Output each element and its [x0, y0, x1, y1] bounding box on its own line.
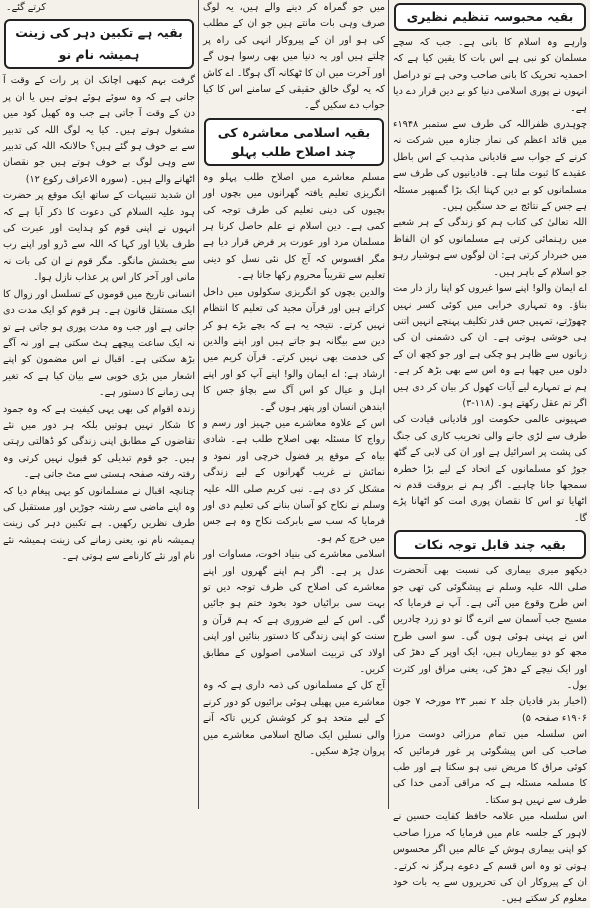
article-paragraph: وارہے وہ اسلام کا بانی ہے۔ جب کہ سچے مسلمان کو نبی ہے اس بات کا یقین کیا ہے کہ احمدیہ تحریک کا بانی صاحب وحی ہے تو دراصل انہوں نے پوری اسلامی دنیا کو بے دین قرار دے دیا ہے۔: [393, 37, 587, 114]
article-paragraph: دیکھو میری بیماری کی نسبت بھی آنحضرت صلی اللہ علیہ وسلم نے پیشگوئی کی تھی جو اس طرح وقوع میں آئی ہے۔ آپ نے فرمایا کہ مسیح جب آسمان سے اترے گا تو دو زرد چادریں اس نے پہنی ہوئی ہوں گی۔ سو اسی طرح مجھ کو دو بیماریاں ہیں، ایک اوپر کے دھڑ کی اور ایک نیچے کے دھڑ کی، یعنی مراق اور کثرت بول۔: [393, 565, 587, 692]
section-heading: بقیہ چند قابل توجہ نکات: [394, 530, 586, 559]
article-paragraph: والدین بچوں کو انگریزی سکولوں میں داخل کراتے ہیں اور قرآن مجید کی تعلیم کا انتظام نہیں کرتے۔ نتیجہ یہ ہے کہ بچے بڑے ہو کر دین سے بیگانہ ہو جاتے ہیں اور اپنے والدین کی خدمت بھی نہیں کرتے۔ قرآن کریم میں ارشاد ہے: اے ایمان والو! اپنے آپ کو اور اپنے اہل و عیال کو اس آگ سے بچاؤ جس کا ایندھن انسان اور پتھر ہوں گے۔: [203, 286, 385, 413]
article-paragraph: زندہ اقوام کی بھی یہی کیفیت ہے کہ وہ جمود کا شکار نہیں ہوتیں بلکہ ہر دور میں نئے تقاضوں کے مطابق اپنی زندگی کو ڈھالتی رہتی ہیں۔ جو قوم تبدیلی کو قبول نہیں کرتی وہ رفتہ رفتہ صفحہ ہستی سے مٹ جاتی ہے۔: [3, 403, 195, 481]
column-divider: [388, 0, 389, 809]
article-paragraph: اس سلسلہ میں تمام مرزائی دوست مرزا صاحب کی اس پیشگوئی پر غور فرمائیں کہ کوئی مراق کا مریض نبی ہو سکتا ہے اور طب کا مسلمہ مسئلہ ہے کہ مراقی آدمی خدا کی طرف سے نہیں ہو سکتا۔: [393, 729, 587, 806]
article-continuation: کرتے گئے۔: [6, 2, 46, 13]
article-paragraph: ان شدید تنبیہات کے ساتھ ایک موقع پر حضرت ہود علیہ السلام کی دعوت کا ذکر آیا ہے کہ انہوں نے اپنی قوم کو ہدایت اور عبرت کی طرف بلایا اور کہا کہ اللہ سے ڈرو اور اپنے رب سے بخشش مانگو۔ مگر قوم نے ان کی بات نہ مانی اور آخر کار اس پر عذاب نازل ہوا۔: [3, 190, 195, 284]
article-continuation: میں جو گمراہ کر دینے والے ہیں، یہ لوگ صرف وہی بات مانتے ہیں جو ان کے مطلب کی ہو اور ان کے پیروکار انہی کی راہ پر چلتے ہیں اور یہ دنیا میں بھی رسوا ہوں گے اور آخرت میں ان کا ٹھکانہ آگ ہوگا۔ اے کاش کہ یہ لوگ خالق حقیقی کے سامنے اس کا کیا جواب دے سکیں گے۔: [203, 2, 385, 112]
article-paragraph: چنانچہ اقبال نے مسلمانوں کو یہی پیغام دیا کہ وہ اپنے ماضی سے رشتہ جوڑیں اور مستقبل کی طرف نظریں رکھیں۔ ہے تکبین دہر کی زینت ہمیشہ نام نو، یعنی زمانے کی زینت ہمیشہ نئے نام اور نئے کارنامے سے ہوتی ہے۔: [3, 485, 195, 563]
article-paragraph: آج کل کے مسلمانوں کی ذمہ داری ہے کہ وہ معاشرے میں پھیلی ہوئی برائیوں کو دور کرنے کے لیے متحد ہو کر کوشش کریں تاکہ آنے والی نسلیں ایک صالح اسلامی معاشرے میں پروان چڑھ سکیں۔: [203, 680, 385, 758]
article-paragraph: اس سلسلہ میں علامہ حافظ کفایت حسین نے لاہور کے جلسہ عام میں فرمایا کہ مرزا صاحب کو اپنی بیماری ہوش کے عالم میں اگر محسوس ہوتی تو وہ اس قسم کے دعوے ہرگز نہ کرتے۔ ان کے پیروکار ان کی تحریروں سے یہ بات خود معلوم کر سکتے ہیں۔: [393, 811, 587, 905]
article-paragraph: مسلم معاشرے میں اصلاح طلب پہلو وہ انگریزی تعلیم یافتہ گھرانوں میں بچوں اور بچیوں کی دینی تعلیم کی طرف توجہ کی کمی ہے۔ دین اسلام نے علم حاصل کرنا ہر مسلمان مرد اور عورت پر فرض قرار دیا ہے مگر افسوس کہ آج کل نئی نسل کو دینی تعلیم سے تقریباً محروم رکھا جاتا ہے۔: [203, 171, 385, 282]
section-heading: بقیہ محبوسہ تنظیم نظیری: [394, 3, 586, 31]
article-paragraph: اسلامی معاشرے کی بنیاد اخوت، مساوات اور عدل پر ہے۔ اگر ہم اپنے گھروں اور اپنے معاشرے کی اصلاح کی طرف توجہ دیں تو بہت سی برائیاں خود بخود ختم ہو جائیں گی۔ اس کے لیے ضروری ہے کہ ہم قرآن و سنت کو اپنی زندگی کا دستور بنائیں اور اپنی اولاد کی تربیت اسلامی اصولوں کے مطابق کریں۔: [203, 549, 385, 676]
left-column: [0, 0, 198, 809]
citation: (اخبار بدر قادیان جلد ۲ نمبر ۲۳ مورخہ ۷ جون ۱۹۰۶ء صفحہ ۵): [393, 696, 588, 724]
right-column: [390, 0, 590, 905]
quran-quote: اے ایمان والو! اپنے سوا غیروں کو اپنا راز دار مت بناؤ۔ وہ تمہاری خرابی میں کوئی کسر نہیں چھوڑتے، تمہیں جس قدر تکلیف پہنچے انہیں اتنی ہی خوشی ہوتی ہے۔ ان کی دشمنی ان کی زبانوں سے ظاہر ہو چکی ہے اور جو کچھ ان کے دلوں میں چھپا ہے وہ اس سے بھی بڑھ کر ہے۔ ہم نے تمہارے لیے آیات کھول کر بیان کر دی ہیں اگر تم عقل رکھتے ہو۔ (۱۱۸-۳): [393, 283, 587, 409]
column-divider: [198, 0, 199, 809]
article-paragraph: صہیونی عالمی حکومت اور قادیانی قیادت کی طرف سے لڑی جانے والی تخریب کاری کی جنگ کی پشت پر اسرائیل ہے اور ان کی لابی کے گٹھ جوڑ کو مسلمانوں کے اتحاد کے لیے بڑا خطرہ سمجھا جانا چاہیے۔ اگر ہم نے بروقت قدم نہ اٹھایا تو اس کا نقصان پوری امت کو اٹھانا پڑے گا۔: [393, 414, 587, 524]
middle-column: [200, 0, 388, 809]
article-paragraph: اللہ تعالیٰ کی کتاب ہم کو زندگی کے ہر شعبے میں رہنمائی کرتی ہے مسلمانوں کو ان الفاظ میں خبردار کرتی ہے: ان لوگوں سے ہوشیار رہو جو اسلام کے باہر ہیں۔: [393, 217, 587, 278]
section-heading: بقیہ اسلامی معاشرہ کی چند اصلاح طلب پہلو: [204, 118, 384, 166]
article-paragraph: اس کے علاوہ معاشرے میں جہیز اور رسم و رواج کا مسئلہ بھی اصلاح طلب ہے۔ شادی بیاہ کے موقع پر فضول خرچی اور نمود و نمائش نے غریب گھرانوں کے لیے زندگی مشکل کر دی ہے۔ نبی کریم صلی اللہ علیہ وسلم نے نکاح کو آسان بنانے کی تعلیم دی اور فرمایا کہ سب سے بابرکت نکاح وہ ہے جس میں خرچ کم ہو۔: [203, 417, 385, 544]
article-paragraph: انسانی تاریخ میں قوموں کے تسلسل اور زوال کا ایک مستقل قانون ہے۔ ہر قوم کو ایک مدت دی جاتی ہے اور جب وہ مدت پوری ہو جاتی ہے تو نہ ایک ساعت پیچھے ہٹ سکتی ہے اور نہ آگے بڑھ سکتی ہے۔ اقبال نے اس مضمون کو اپنے اشعار میں بڑی خوبی سے بیان کیا ہے کہ تغیر ہی زمانے کا دستور ہے۔: [3, 288, 195, 399]
article-paragraph: گرفت بہم کبھی اچانک ان پر رات کے وقت آ جاتی ہے کہ وہ سوئے ہوئے ہوتے ہیں یا ان پر دن کے وقت آ جاتی ہے جب وہ کھیل کود میں مشغول ہوتے ہیں۔ کیا یہ لوگ اللہ کی تدبیر سے بے خوف ہو گئے ہیں؟ حالانکہ اللہ کی تدبیر سے وہی لوگ بے خوف ہوتے ہیں جو نقصان اٹھانے والے ہیں۔ (سورہ الاعراف رکوع ۱۲): [3, 75, 195, 185]
section-heading: بقیہ ہے تکبین دہر کی زینت ہمیشہ نام نو: [4, 19, 194, 69]
article-paragraph: چوہدری ظفراللہ کی طرف سے ستمبر ۱۹۴۸ء میں قائد اعظم کی نماز جنازہ میں شرکت نہ کرنے کے جواب سے قادیانی مذہب کے اس باطل عقیدے کا ثبوت ملتا ہے۔ قادیانیوں کی طرف سے مسلمانوں کو بے دین کہنا ایک بڑا گمبھیر مسئلہ ہے جس کے نتائج بے حد سنگین ہیں۔: [393, 119, 587, 213]
